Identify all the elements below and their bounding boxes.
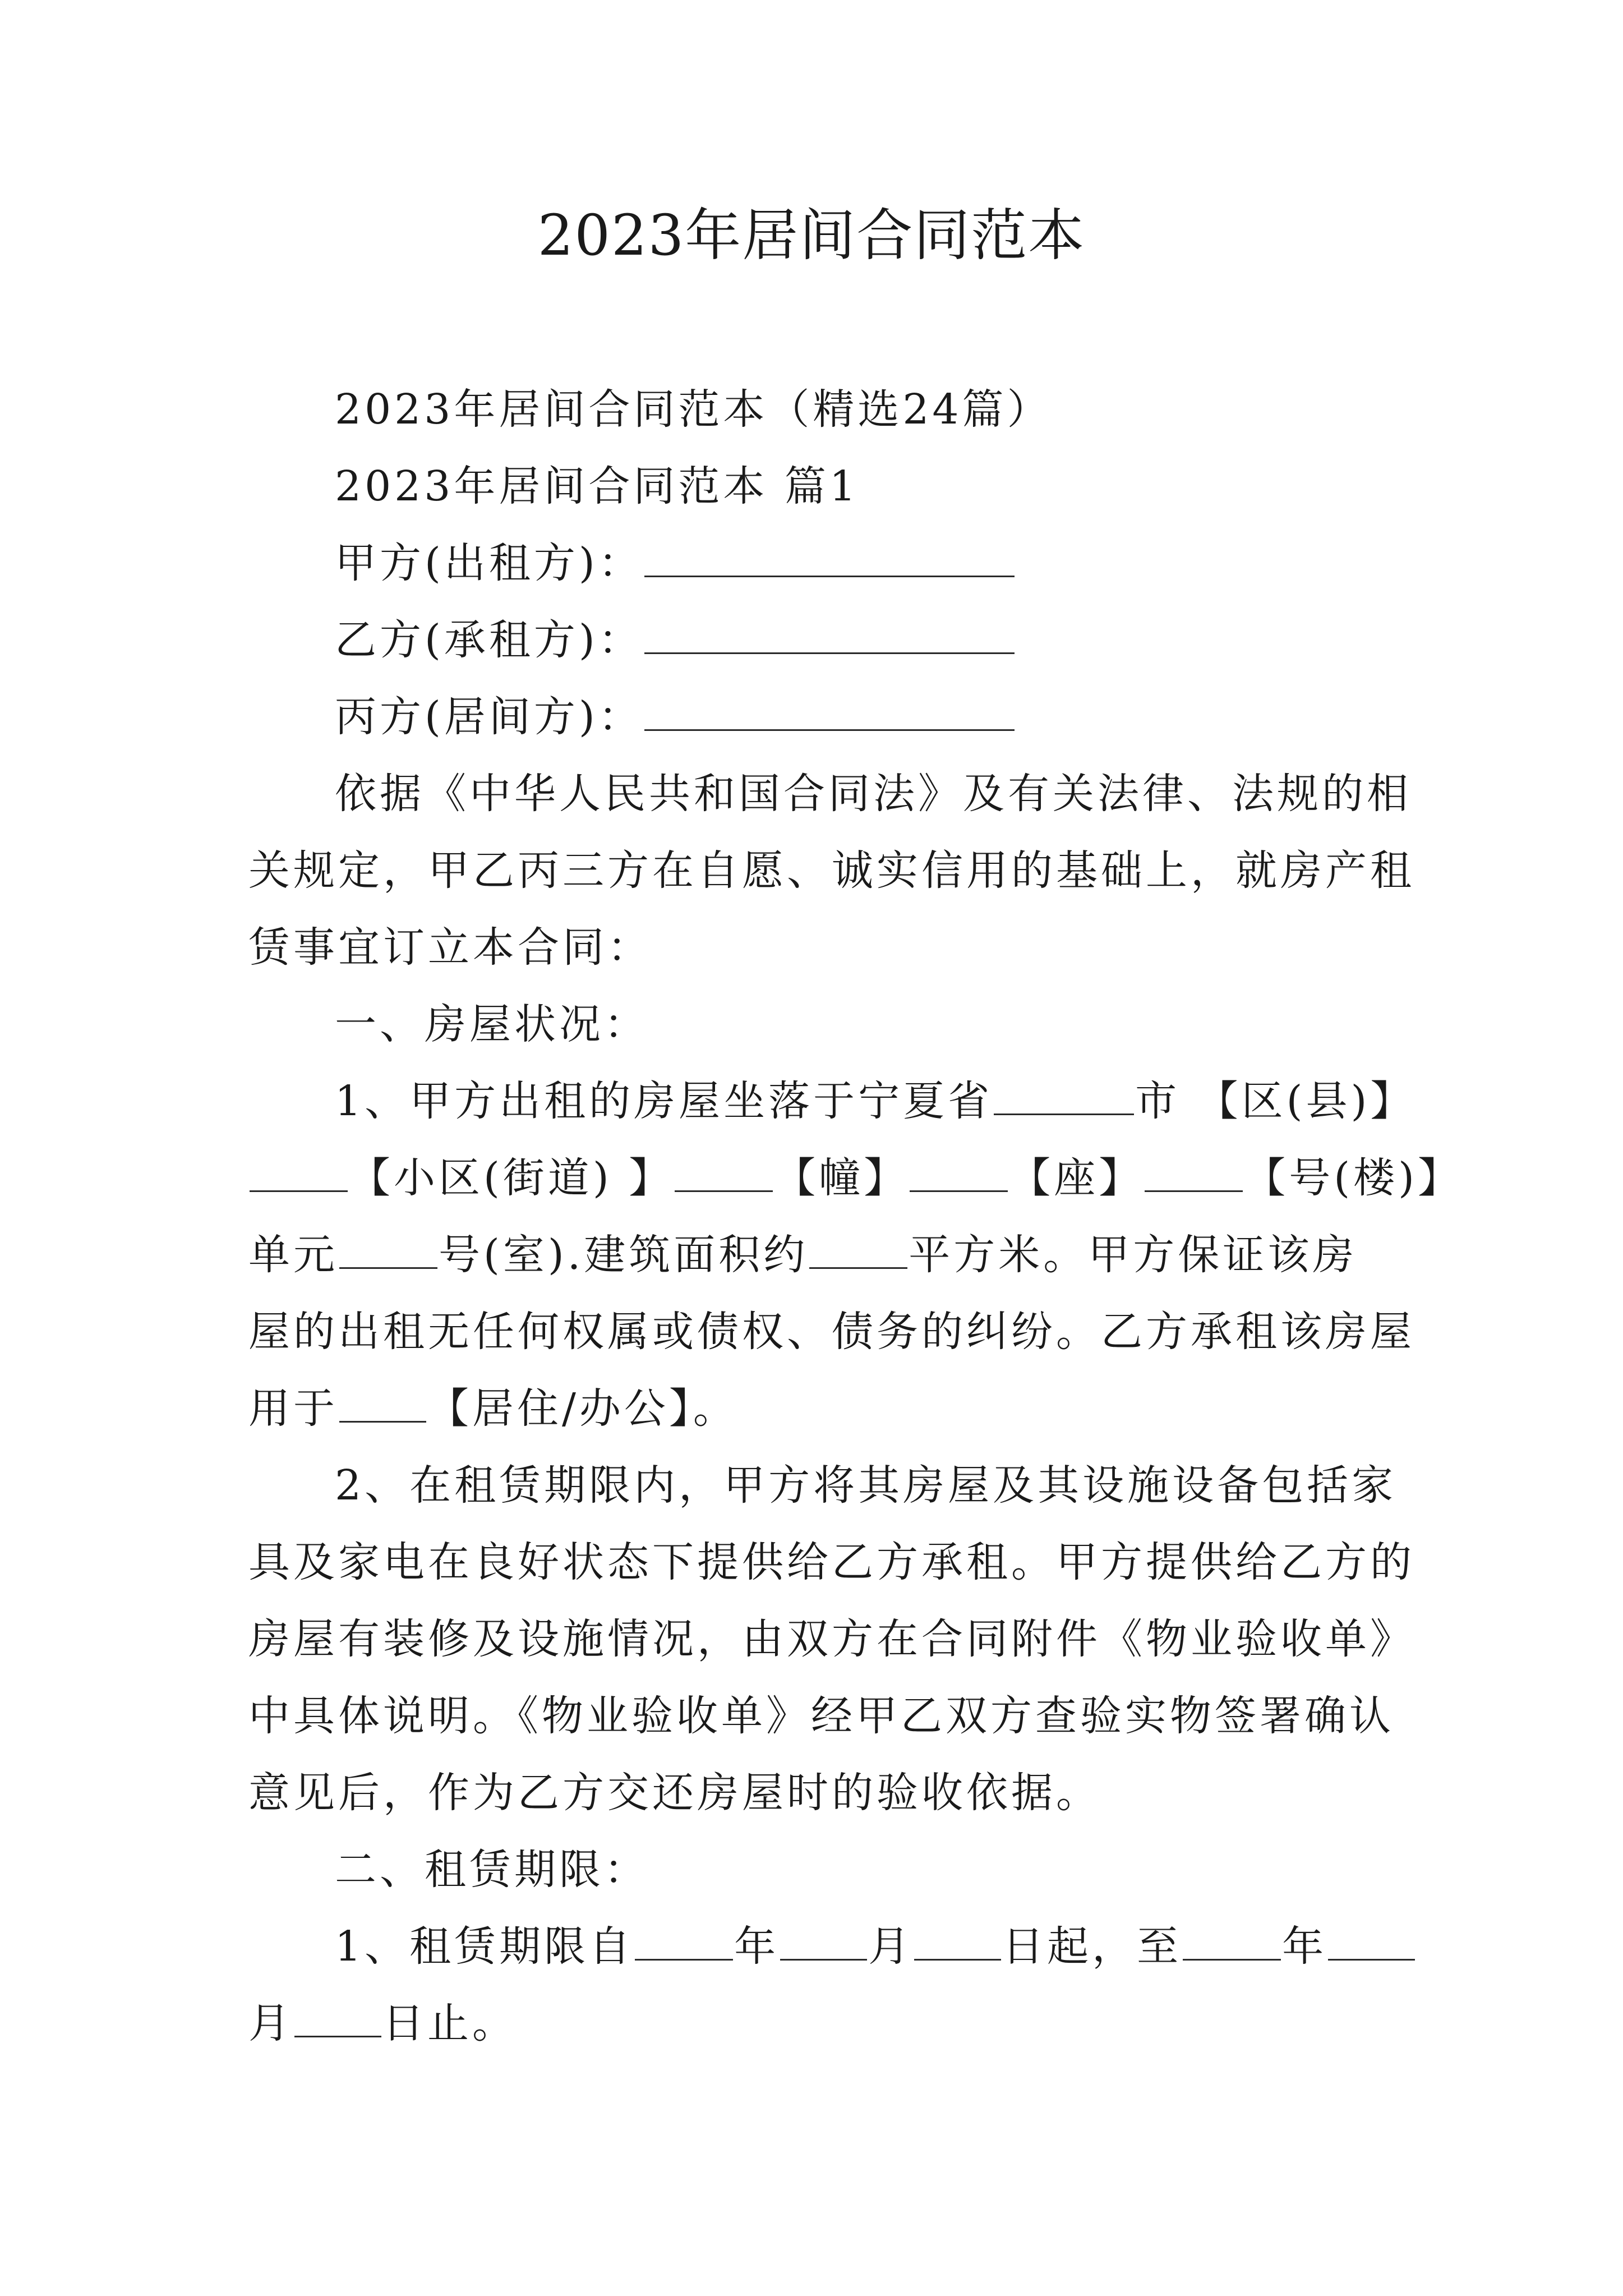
party-c-blank [644,690,1015,731]
clause-text: 月 [248,1999,293,2047]
clause-1-2-line [248,1447,1397,1524]
clause-text: 1、租赁期限自 [335,1922,634,1971]
clause-text: 意见后，作为乙方交还房屋时的验收依据。 [248,1769,1101,1817]
clause-text: 年 [1282,1922,1327,1971]
clause-text: 月 [868,1922,914,1971]
clause-text: 号(室).建筑面积约 [439,1231,809,1279]
clause-1-2-line [248,1755,1381,1832]
clause-text: 市 【区(县)】 [1135,1077,1415,1125]
clause-text: 平方米。甲方保证该房 [909,1231,1358,1279]
clause-text: 中具体说明。《物业验收单》经甲乙双方查验实物签署确认 [248,1692,1394,1740]
block-blank [1145,1151,1243,1192]
clause-text: 1、甲方出租的房屋坐落于宁夏省 [335,1077,993,1125]
intro-line [248,832,1415,909]
party-b-blank [644,613,1015,654]
clause-text: 屋的出租无任何权属或债权、债务的纠纷。乙方承租该房屋 [248,1308,1415,1356]
clause-1-1-line [248,1294,1415,1370]
room-blank [339,1228,437,1269]
clause-text: 【居住/办公】。 [427,1384,738,1433]
intro-line [248,756,1412,832]
usage-blank [339,1382,426,1423]
party-b-label: 乙方(承租方)： [335,616,643,664]
clause-text: 【幢】 [774,1154,909,1202]
building-blank [910,1151,1008,1192]
party-b-line [248,602,1381,679]
clause-2-1-line [248,1908,1381,1985]
clause-1-1-line [248,1063,1415,1140]
intro-line [248,909,1381,986]
end-month-blank [1328,1920,1415,1961]
clause-text: 【座】 [1009,1154,1144,1202]
clause-text: 【号(楼)】 [1244,1154,1463,1202]
end-day-blank [294,1996,381,2037]
clause-1-1-line [248,1217,1381,1294]
heading-lease-term [248,1832,1381,1908]
clause-text: 年 [734,1922,780,1971]
clause-1-1-line [248,1140,1463,1217]
street-blank [675,1151,773,1192]
clause-text: 单元 [248,1231,338,1279]
heading-house-status [248,986,1381,1063]
intro-text: 关规定，甲乙丙三方在自愿、诚实信用的基础上，就房产租 [248,846,1415,895]
document-body [248,371,1463,2062]
intro-text: 依据《中华人民共和国合同法》及有关法律、法规的相 [335,770,1412,818]
party-a-line [248,525,1381,602]
intro-text: 赁事宜订立本合同： [248,923,652,972]
city-blank [994,1074,1134,1115]
heading-text: 二、租赁期限： [335,1846,649,1894]
heading-text: 一、房屋状况： [335,1000,649,1048]
clause-1-2-line [248,1601,1415,1678]
section-title-text: 2023年居间合同范本 篇1 [335,462,859,510]
party-c-label: 丙方(居间方)： [335,693,643,741]
end-year-blank [1183,1920,1281,1961]
start-month-blank [780,1920,867,1961]
party-a-blank [644,536,1015,577]
subtitle [248,371,1381,448]
clause-2-1-line [248,1985,1381,2062]
clause-1-2-line [248,1678,1394,1755]
clause-text: 2、在租赁期限内，甲方将其房屋及其设施设备包括家 [335,1461,1397,1510]
clause-text: 日止。 [382,1999,517,2047]
clause-text: 【小区(街道) 】 [349,1154,674,1202]
clause-text: 日起，至 [1002,1922,1182,1971]
start-year-blank [635,1920,733,1961]
clause-text: 用于 [248,1384,338,1433]
area-blank [809,1228,907,1269]
section-title [248,448,1381,525]
clause-text: 房屋有装修及设施情况，由双方在合同附件《物业验收单》 [248,1615,1415,1663]
clause-1-2-line [248,1524,1415,1601]
clause-text: 具及家电在良好状态下提供给乙方承租。甲方提供给乙方的 [248,1538,1415,1586]
subtitle-text: 2023年居间合同范本（精选24篇） [335,385,1052,434]
party-a-label: 甲方(出租方)： [335,539,643,587]
start-day-blank [914,1920,1001,1961]
party-c-line [248,679,1381,756]
clause-1-1-line [248,1370,1381,1447]
document-title: 2023年居间合同范本 [537,203,1086,268]
district-blank [250,1151,348,1192]
